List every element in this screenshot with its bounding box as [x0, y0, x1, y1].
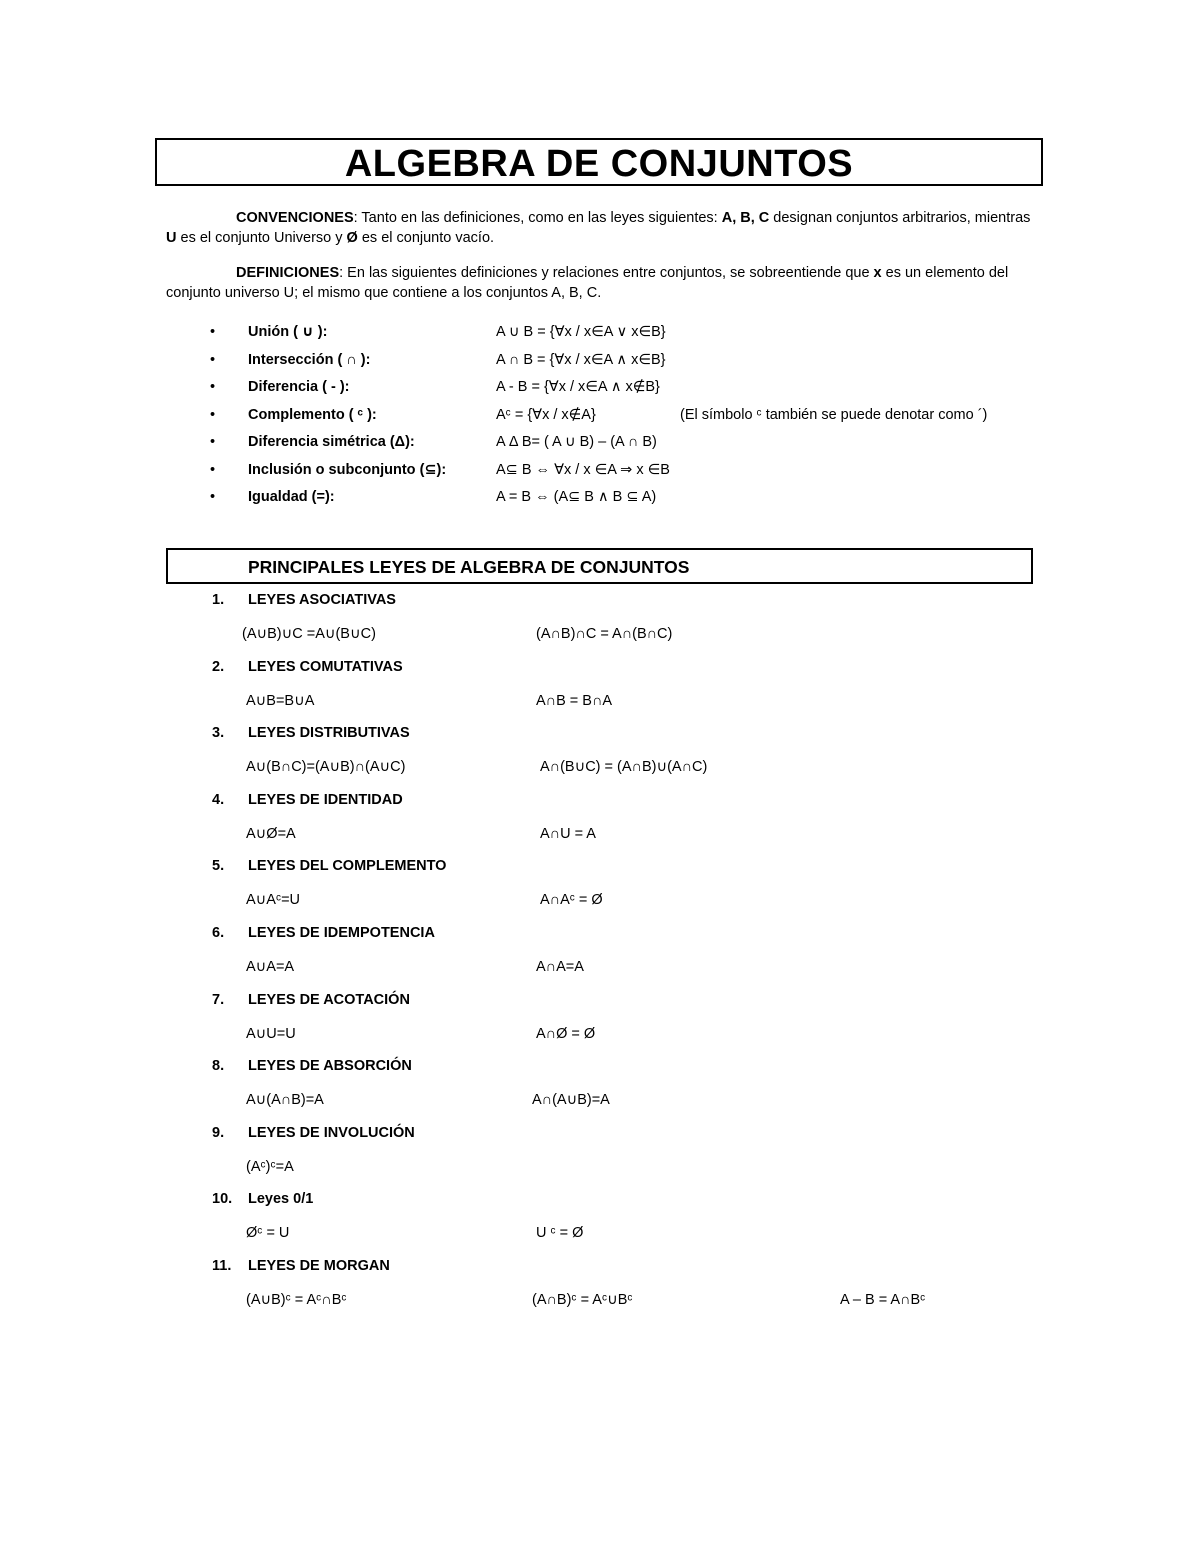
law-formula: A∩U = A — [540, 825, 596, 842]
definition-formula: A - B = {∀x / x∈A ∧ x∉B} — [496, 379, 660, 395]
law-formula: A∩Ø = Ø — [536, 1025, 596, 1042]
law-formula: A∪(B∩C)=(A∪B)∩(A∪C) — [246, 759, 406, 776]
law-formula: A – B = A∩Bᶜ — [840, 1291, 926, 1308]
law-formula: A∪A=A — [246, 958, 295, 975]
law-formula: A∩(A∪B)=A — [532, 1092, 610, 1109]
definition-formula: A = B ⇔ (A⊆ B ∧ B ⊆ A) — [496, 489, 657, 505]
definition-label: Intersección ( ∩ ): — [248, 351, 371, 368]
definition-item — [210, 431, 1060, 459]
law-name: LEYES DE ACOTACIÓN — [248, 991, 410, 1008]
definitions-label: DEFINICIONES — [236, 265, 340, 281]
law-item — [210, 1054, 1110, 1121]
definitions-text: : En las siguientes definiciones y relaciones entre conjuntos, se sobreentiende que — [339, 265, 874, 281]
definition-formula: A Δ B= ( A ∪ B) – (A ∩ B) — [496, 434, 657, 450]
law-name: LEYES COMUTATIVAS — [248, 658, 403, 675]
definition-label: Inclusión o subconjunto (⊆): — [248, 461, 447, 478]
law-formula: (A∩B)ᶜ = Aᶜ∪Bᶜ — [532, 1291, 633, 1308]
law-name: LEYES DEL COMPLEMENTO — [248, 858, 447, 875]
law-number: 6. — [212, 924, 225, 941]
law-name: LEYES DE MORGAN — [248, 1257, 390, 1274]
bullet: • — [210, 351, 216, 368]
law-number: 3. — [212, 725, 225, 742]
bullet: • — [210, 489, 216, 505]
law-formula: A∩Aᶜ = Ø — [540, 892, 603, 909]
conventions-text: : Tanto en las definiciones, como en las leyes siguientes: — [353, 210, 722, 226]
laws-list — [210, 588, 1110, 1321]
law-name: LEYES ASOCIATIVAS — [248, 592, 396, 608]
definitions-paragraph — [166, 263, 1041, 303]
law-formula: A∪U=U — [246, 1025, 296, 1042]
law-number: 7. — [212, 991, 225, 1008]
conventions-text: es el conjunto Universo y — [176, 230, 347, 246]
law-name: LEYES DISTRIBUTIVAS — [248, 725, 410, 742]
conventions-paragraph — [166, 208, 1041, 248]
law-number: 2. — [212, 658, 225, 675]
law-item — [210, 588, 1110, 655]
definition-label: Diferencia simétrica (Δ): — [248, 434, 415, 450]
bullet: • — [210, 434, 216, 450]
definition-item — [210, 486, 1060, 514]
element-x: x — [873, 265, 882, 281]
definition-formula: A ∪ B = {∀x / x∈A ∨ x∈B} — [496, 324, 666, 340]
definition-note: (El símbolo ᶜ también se puede denotar como ´) — [680, 406, 988, 423]
definition-formula: Aᶜ = {∀x / x∉A} — [496, 406, 596, 423]
law-name: LEYES DE IDENTIDAD — [248, 791, 403, 808]
law-name: LEYES DE ABSORCIÓN — [248, 1058, 412, 1075]
law-item — [210, 655, 1110, 722]
law-item — [210, 1254, 1110, 1321]
law-item — [210, 1121, 1110, 1188]
law-formula: A∪Aᶜ=U — [246, 892, 301, 909]
law-item — [210, 1187, 1110, 1254]
bullet: • — [210, 379, 216, 395]
conventions-universe: U — [166, 230, 177, 246]
law-item — [210, 854, 1110, 921]
conventions-text: designan conjuntos arbitrarios, mientras — [769, 210, 1031, 226]
definition-formula: A⊆ B ⇔ ∀x / x ∈A ⇒ x ∈B — [496, 461, 670, 478]
law-number: 1. — [212, 592, 225, 608]
definitions-list — [210, 321, 1060, 514]
law-item — [210, 988, 1110, 1055]
laws-section-header — [166, 548, 1033, 584]
definition-item — [210, 321, 1060, 349]
definition-item — [210, 459, 1060, 487]
law-number: 8. — [212, 1058, 225, 1075]
definition-item — [210, 404, 1060, 432]
law-formula: A∩(B∪C) = (A∩B)∪(A∩C) — [540, 759, 708, 776]
definitions-text: es un elemento del conjunto universo U; el mismo que contiene a los conjuntos A, B, C. — [166, 265, 1009, 301]
page-title: ALGEBRA DE CONJUNTOS — [344, 143, 854, 185]
law-number: 11. — [212, 1257, 232, 1274]
law-formula: (Aᶜ)ᶜ=A — [246, 1158, 294, 1175]
bullet: • — [210, 324, 216, 340]
law-name: Leyes 0/1 — [248, 1191, 314, 1208]
law-number: 4. — [212, 791, 225, 808]
definition-formula: A ∩ B = {∀x / x∈A ∧ x∈B} — [496, 351, 666, 368]
bullet: • — [210, 461, 216, 478]
law-formula: A∪(A∩B)=A — [246, 1092, 324, 1109]
law-number: 9. — [212, 1124, 225, 1141]
law-formula: (A∪B)ᶜ = Aᶜ∩Bᶜ — [246, 1291, 347, 1308]
law-formula: Øᶜ = U — [246, 1225, 290, 1242]
law-formula: A∪B=B∪A — [246, 692, 315, 709]
conventions-sets: A, B, C — [721, 210, 770, 226]
law-formula: A∩B = B∩A — [536, 692, 613, 709]
empty-set-symbol: Ø — [346, 230, 358, 246]
law-number: 10. — [212, 1191, 233, 1208]
title-box — [155, 138, 1043, 186]
law-formula: A∪Ø=A — [246, 825, 296, 842]
law-item — [210, 721, 1110, 788]
definition-item — [210, 376, 1060, 404]
definition-label: Diferencia ( - ): — [248, 379, 350, 395]
law-number: 5. — [212, 858, 225, 875]
law-formula: (A∪B)∪C =A∪(B∪C) — [242, 626, 376, 642]
law-name: LEYES DE IDEMPOTENCIA — [248, 924, 435, 941]
definition-label: Igualdad (=): — [248, 489, 335, 505]
law-item — [210, 788, 1110, 855]
definition-label: Unión ( ∪ ): — [248, 324, 328, 340]
law-formula: A∩A=A — [536, 958, 584, 975]
law-formula: U ᶜ = Ø — [536, 1225, 584, 1242]
bullet: • — [210, 406, 216, 423]
law-name: LEYES DE INVOLUCIÓN — [248, 1124, 415, 1141]
conventions-text: es el conjunto vacío. — [357, 230, 495, 246]
definition-label: Complemento ( ᶜ ): — [248, 406, 377, 423]
laws-title: PRINCIPALES LEYES DE ALGEBRA DE CONJUNTOS — [248, 557, 690, 577]
definition-item — [210, 349, 1060, 377]
conventions-label: CONVENCIONES — [236, 210, 354, 226]
law-formula: (A∩B)∩C = A∩(B∩C) — [536, 626, 673, 642]
law-item — [210, 921, 1110, 988]
